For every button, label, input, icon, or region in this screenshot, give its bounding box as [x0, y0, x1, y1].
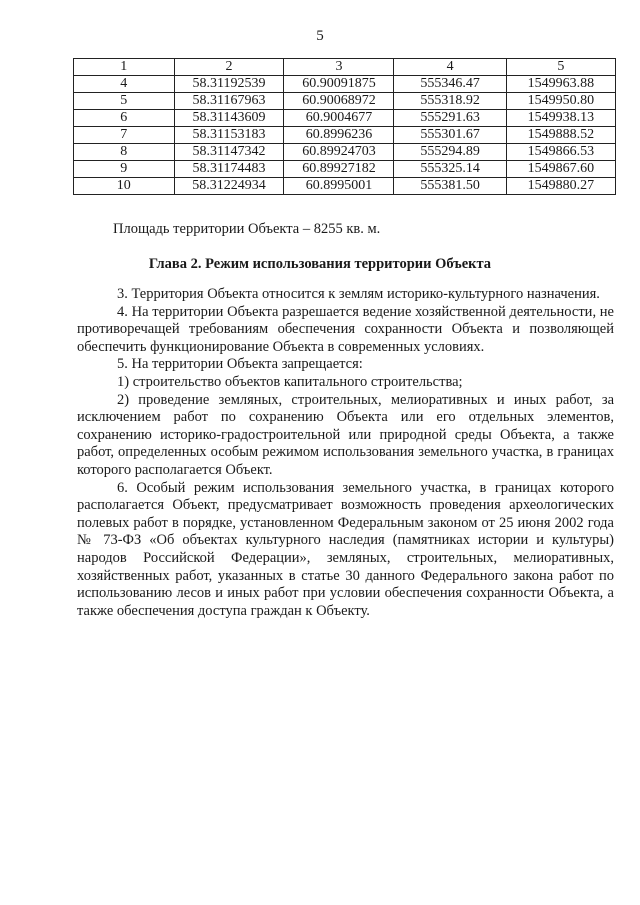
table-cell: 60.9004677: [284, 110, 394, 127]
table-cell: 60.89924703: [284, 144, 394, 161]
table-cell: 58.31153183: [174, 127, 284, 144]
table-cell: 555294.89: [394, 144, 506, 161]
table-cell: 60.89927182: [284, 161, 394, 178]
table-header-row: [74, 59, 616, 76]
table-header-cell: 1: [74, 59, 175, 76]
table-cell: 58.31192539: [174, 76, 284, 93]
table-row: [74, 93, 616, 110]
table-cell: 10: [74, 178, 175, 195]
body-text: [77, 286, 614, 620]
table-header-cell: 3: [284, 59, 394, 76]
table-cell: 4: [74, 76, 175, 93]
table-cell: 60.8996236: [284, 127, 394, 144]
table-cell: 1549880.27: [506, 178, 615, 195]
table-cell: 58.31147342: [174, 144, 284, 161]
table-cell: 7: [74, 127, 175, 144]
table-cell: 58.31174483: [174, 161, 284, 178]
table-cell: 1549867.60: [506, 161, 615, 178]
paragraph: 1) строительство объектов капитального строительства;: [117, 373, 463, 390]
table-cell: 555291.63: [394, 110, 506, 127]
table-cell: 1549950.80: [506, 93, 615, 110]
table-cell: 1549866.53: [506, 144, 615, 161]
coordinates-table: [73, 58, 616, 195]
paragraph: 5. На территории Объекта запрещается:: [117, 356, 363, 373]
table-cell: 58.31224934: [174, 178, 284, 195]
paragraph: 6. Особый режим использования земельного участка, в границах которого располагается Объект, предусматривает возможность проведения археологических полевых работ в порядке, установленном Федеральным законом от 25 июня 2002 года № 73-ФЗ «Об объектах культурного наследия (памятниках истории и культуры) народов Российской Федерации», земляных, строительных, мелиоративных, хозяйственных работ, указанных в статье 30 данного Федерального закона работ по использованию лесов и иных работ при условии обеспечения сохранности Объекта, а также обеспечения доступа граждан к Объекту.: [77, 479, 614, 619]
paragraph: 4. На территории Объекта разрешается ведение хозяйственной деятельности, не противоречащей требованиям обеспечения сохранности Объекта и позволяющей обеспечить функционирование Объекта в современных условиях.: [77, 303, 614, 355]
table-cell: 60.8995001: [284, 178, 394, 195]
table-cell: 60.90091875: [284, 76, 394, 93]
table-cell: 555346.47: [394, 76, 506, 93]
table-row: [74, 110, 616, 127]
table-cell: 6: [74, 110, 175, 127]
table-row: [74, 144, 616, 161]
page-number: 5: [316, 28, 324, 44]
table-row: [74, 127, 616, 144]
table-cell: 60.90068972: [284, 93, 394, 110]
table-row: [74, 76, 616, 93]
table-cell: 5: [74, 93, 175, 110]
paragraph: 2) проведение земляных, строительных, мелиоративных и иных работ, за исключением работ по сохранению Объекта или его отдельных элементов, сохранению историко-градостроительной или природной среды Объекта, а также работ, определенных особым режимом использования земельного участка, в границах которого располагается Объект.: [77, 391, 614, 478]
table-cell: 58.31167963: [174, 93, 284, 110]
chapter-title: Глава 2. Режим использования территории Объекта: [148, 256, 492, 272]
table-cell: 1549963.88: [506, 76, 615, 93]
table-cell: 555381.50: [394, 178, 506, 195]
table-row: [74, 178, 616, 195]
table-cell: 1549888.52: [506, 127, 615, 144]
table-header-cell: 4: [394, 59, 506, 76]
table-cell: 1549938.13: [506, 110, 615, 127]
paragraph: 3. Территория Объекта относится к землям историко-культурного назначения.: [117, 286, 600, 302]
table-cell: 9: [74, 161, 175, 178]
table-cell: 555325.14: [394, 161, 506, 178]
table-cell: 555301.67: [394, 127, 506, 144]
area-statement: Площадь территории Объекта – 8255 кв. м.: [113, 221, 381, 237]
table-row: [74, 161, 616, 178]
table-cell: 58.31143609: [174, 110, 284, 127]
table-cell: 8: [74, 144, 175, 161]
table-header-cell: 5: [506, 59, 615, 76]
table-cell: 555318.92: [394, 93, 506, 110]
table-header-cell: 2: [174, 59, 284, 76]
